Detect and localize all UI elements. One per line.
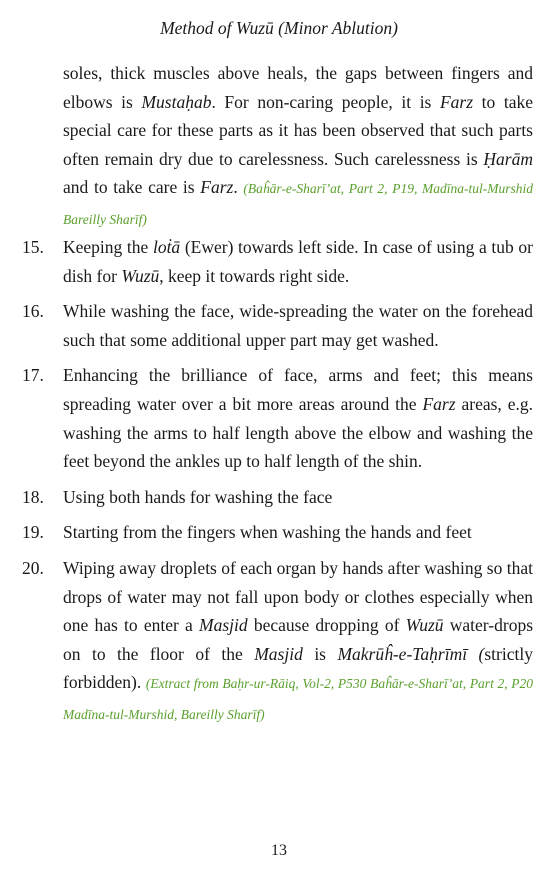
item-text-part: because dropping of xyxy=(247,615,406,636)
term-wuzu: Wuzū xyxy=(121,265,160,286)
item-text-part: , keep it towards right side. xyxy=(159,265,350,286)
item-text-part: Keeping the xyxy=(63,237,153,257)
item-reference: (Extract from Baḥr-ur-Rāiq, Vol-2, P530 Baĥār-e-Sharī’at, Part 2, P20 Madīna-tul-Murshid, Bareilly Sharīf) xyxy=(63,676,533,722)
term-farz: Farz xyxy=(200,177,234,198)
item-text xyxy=(63,233,533,290)
term-masjid: Masjid xyxy=(199,615,248,636)
item-number: 16. xyxy=(22,301,44,322)
page-number: 13 xyxy=(271,842,287,859)
item-text-part: water-drops on to the floor of the xyxy=(63,615,533,664)
intro-text: and to take care is xyxy=(63,177,201,198)
item-text-part: (Ewer) towards left side. In case of using a tub or dish for xyxy=(63,237,533,286)
list-item-17 xyxy=(22,361,533,475)
intro-text: soles, thick muscles above heals, the gaps between fingers and elbows is xyxy=(63,63,533,112)
running-header: Method of Wuzū (Minor Ablution) xyxy=(160,18,398,38)
item-text-part: is xyxy=(302,643,338,664)
intro-reference: (Baĥār-e-Sharī’at, Part 2, P19, Madīna-tul-Murshid Bareilly Sharīf) xyxy=(63,181,534,227)
term-farz: Farz xyxy=(439,91,474,112)
term-haram: Ḥarām xyxy=(483,148,533,169)
item-text-part: strictly forbidden). xyxy=(63,643,533,693)
item-text: While washing the face, wide-spreading the water on the forehead such that some additional upper part may get washed. xyxy=(63,301,533,350)
page-body xyxy=(63,59,533,235)
item-number: 19. xyxy=(22,522,44,543)
list-item-20 xyxy=(22,554,533,730)
intro-text: to take special care for these parts as it has been observed that such parts often remain dry due to carelessness. Such carelessness is xyxy=(63,91,533,169)
term-farz: Farz xyxy=(422,393,456,414)
item-text-part: Enhancing the brilliance of face, arms and feet; this means spreading water over a bit more areas around the xyxy=(63,365,533,414)
numbered-list xyxy=(22,233,533,730)
item-number: 20. xyxy=(22,557,44,578)
item-number: 15. xyxy=(22,237,44,257)
list-item-15 xyxy=(22,233,533,290)
list-item-19 xyxy=(22,518,533,547)
item-number: 18. xyxy=(22,486,44,507)
term-lota: loṫā xyxy=(152,237,181,257)
list-item-18 xyxy=(22,483,533,512)
term-makruh: Makrūĥ-e-Taḥrīmī ( xyxy=(337,643,485,664)
term-wuzu: Wuzū xyxy=(405,615,444,636)
item-text xyxy=(63,361,533,475)
list-item-16 xyxy=(22,297,533,354)
intro-text: . For non-caring people, it is xyxy=(211,91,440,112)
term-masjid: Masjid xyxy=(254,643,303,664)
term-mustahab: Mustaḥab xyxy=(141,91,212,112)
item-text xyxy=(63,554,533,730)
item-text: Using both hands for washing the face xyxy=(63,486,333,507)
item-text: Starting from the fingers when washing the hands and feet xyxy=(63,522,472,543)
intro-text: . xyxy=(233,177,244,198)
item-text-part: areas, e.g. washing the arms to half length above the elbow and washing the feet beyond the ankles up to half length of the shin. xyxy=(63,393,533,472)
item-number: 17. xyxy=(22,365,44,386)
item-text-part: Wiping away droplets of each organ by hands after washing so that drops of water may not fall upon body or clothes especially when one has to enter a xyxy=(63,557,533,636)
intro-paragraph xyxy=(63,59,533,235)
